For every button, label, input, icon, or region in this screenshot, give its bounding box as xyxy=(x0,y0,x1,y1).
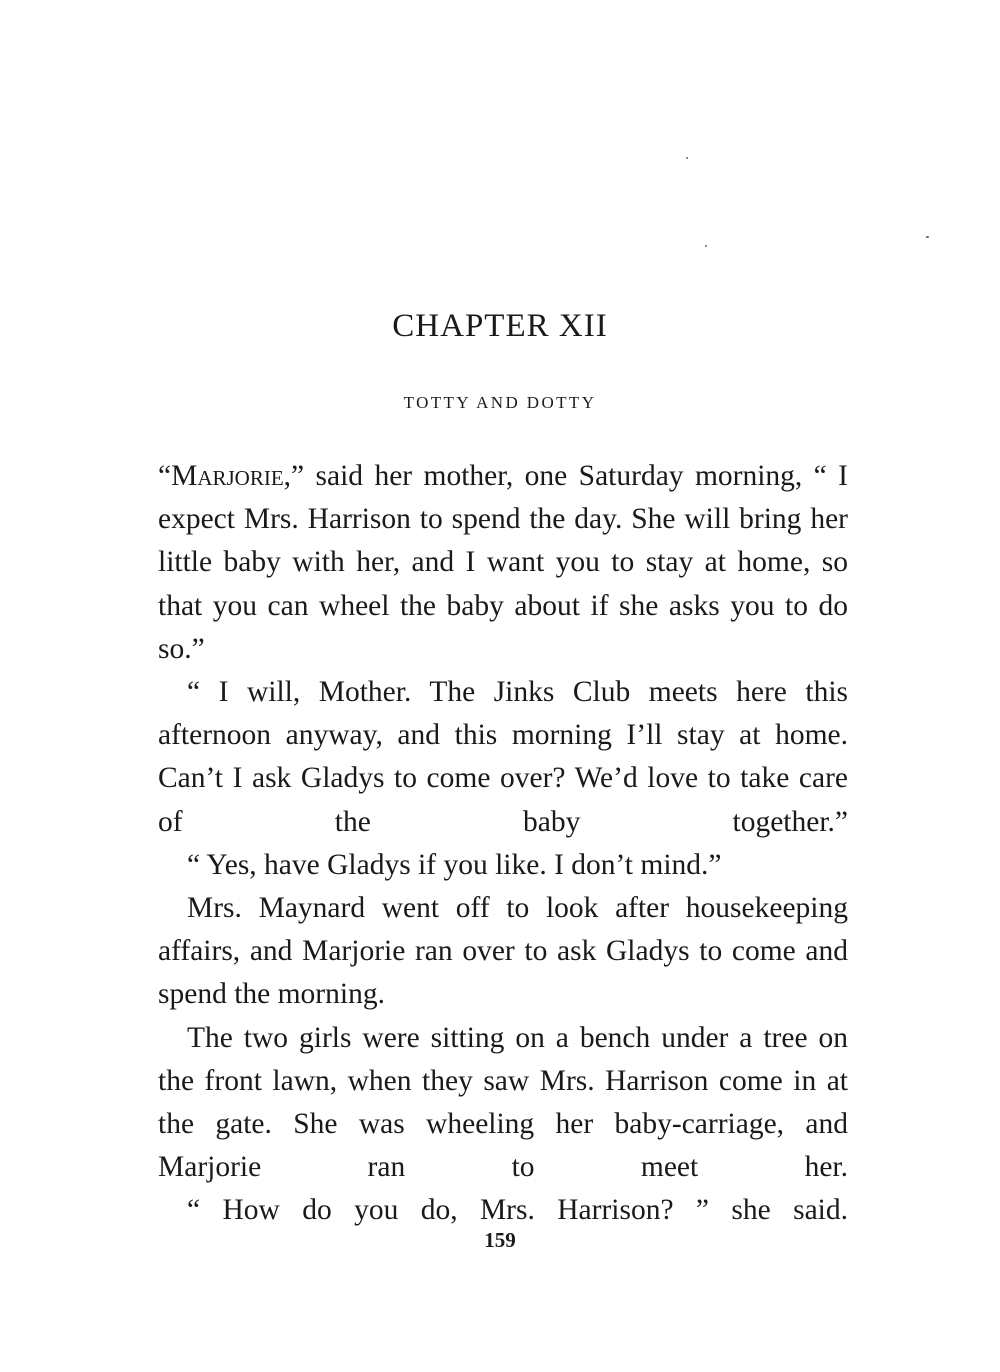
chapter-subtitle: TOTTY AND DOTTY xyxy=(403,393,597,412)
paragraph-3: “ Yes, have Gladys if you like. I don’t mind.” xyxy=(187,848,722,881)
paragraph-6: “ How do you do, Mrs. Harrison? ” she said. xyxy=(187,1194,848,1227)
scan-speck xyxy=(705,245,707,247)
scan-speck xyxy=(686,157,688,159)
paragraph-1 xyxy=(158,455,848,671)
paragraph-1-text: ,” said her mother, one Saturday morning, “ I expect Mrs. Harrison to spend the day. She will bring her little baby with her, and I want you to stay at home, so that you can wheel the baby about if she asks you to do so.” xyxy=(158,460,848,665)
chapter-heading: CHAPTER XII xyxy=(392,308,608,344)
chapter-body xyxy=(158,455,848,1233)
page-number: 159 xyxy=(484,1228,516,1252)
opening-word: Marjorie xyxy=(171,460,284,492)
paragraph-2: “ I will, Mother. The Jinks Club meets here this afternoon anyway, and this morning I’ll stay at home. Can’t I ask Gladys to come over? We’d love to take care of the baby together.” xyxy=(158,676,848,838)
scan-speck xyxy=(926,236,929,238)
paragraph-4: Mrs. Maynard went off to look after housekeeping affairs, and Marjorie ran over to ask Gladys to come and spend the morning. xyxy=(158,892,848,1011)
opening-quote: “ xyxy=(158,460,172,492)
paragraph-5: The two girls were sitting on a bench under a tree on the front lawn, when they saw Mrs. Harrison come in at the gate. She was wheeling her baby-carriage, and Marjorie ran to meet her. xyxy=(158,1021,848,1184)
